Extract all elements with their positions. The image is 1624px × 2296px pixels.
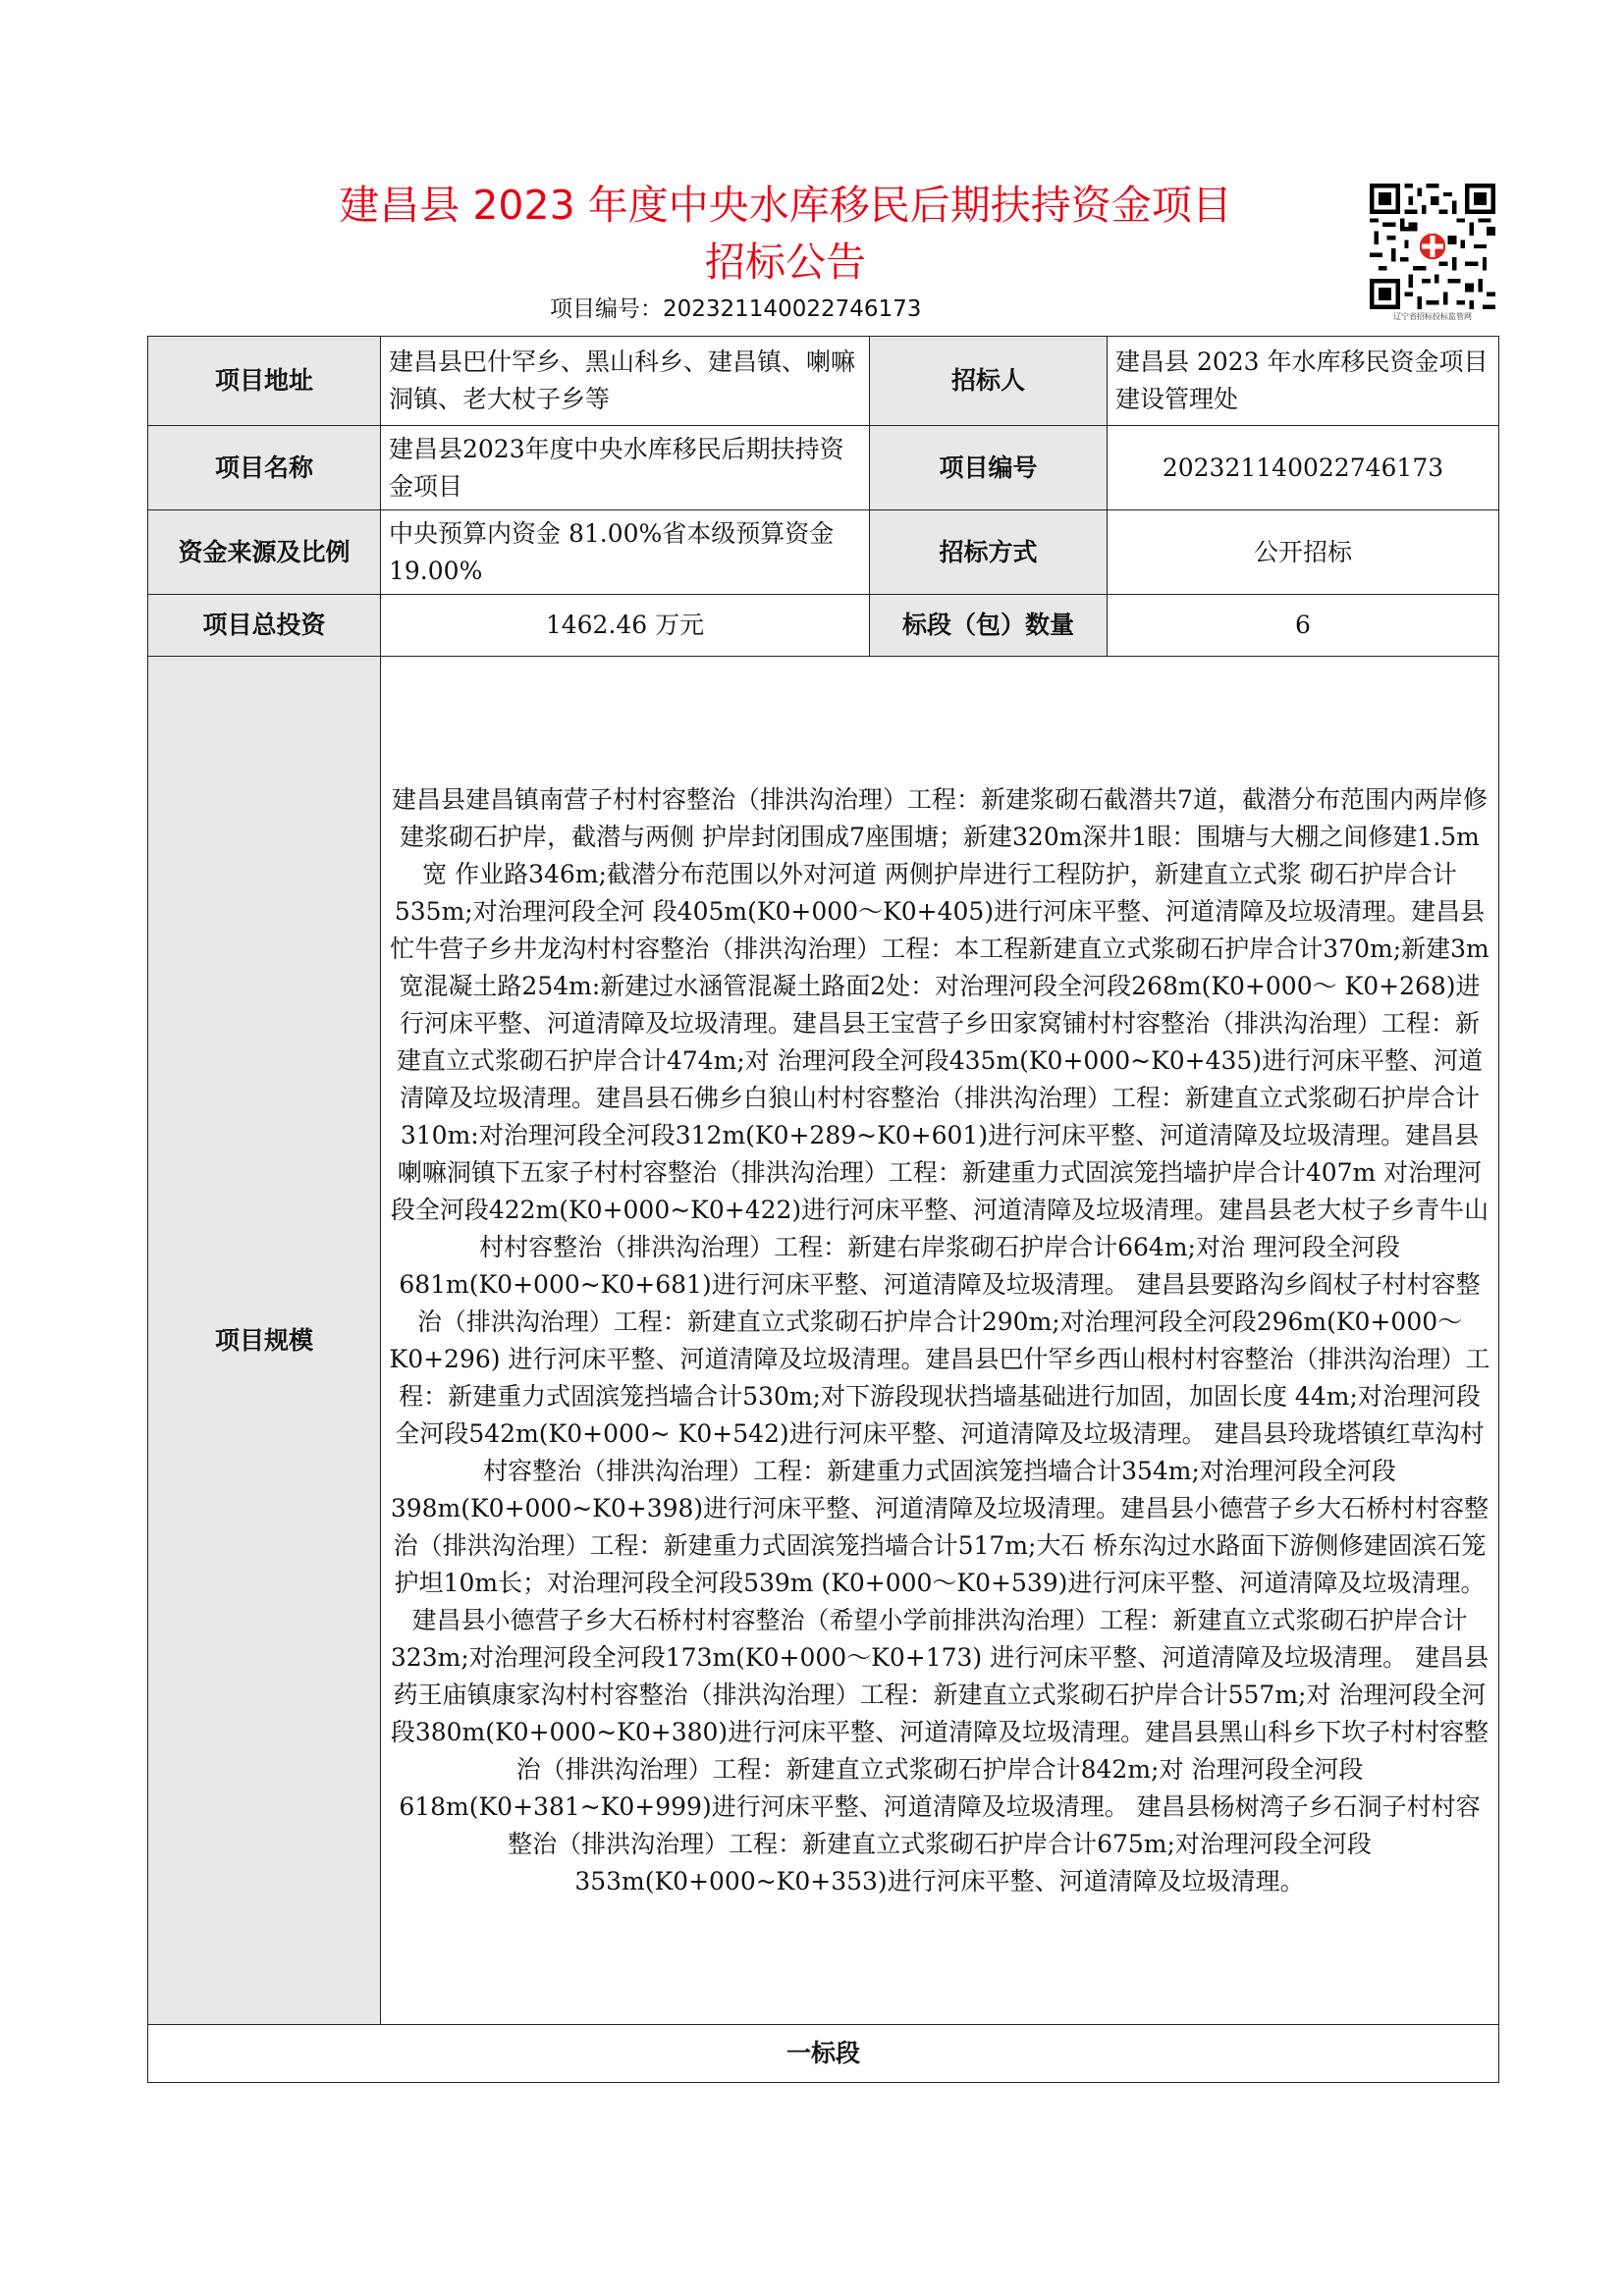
lots-label: 标段（包）数量 <box>870 595 1108 657</box>
tenderer-value: 建昌县 2023 年水库移民资金项目建设管理处 <box>1108 337 1499 426</box>
project-number-value: 202321140022746173 <box>1108 426 1499 510</box>
funding-label: 资金来源及比例 <box>148 510 381 595</box>
address-label: 项目地址 <box>148 337 381 426</box>
table-row <box>148 337 1499 426</box>
table-row <box>148 426 1499 510</box>
tender-method-value: 公开招标 <box>1108 510 1499 595</box>
investment-value: 1462.46 万元 <box>381 595 870 657</box>
address-value: 建昌县巴什罕乡、黑山科乡、建昌镇、喇嘛洞镇、老大杖子乡等 <box>381 337 870 426</box>
section-heading: 一标段 <box>148 2025 1499 2083</box>
tenderer-label: 招标人 <box>870 337 1108 426</box>
investment-label: 项目总投资 <box>148 595 381 657</box>
project-info-table <box>147 336 1499 2083</box>
title-line-1: 建昌县 2023 年度中央水库移民后期扶持资金项目 <box>339 182 1232 229</box>
table-row <box>148 595 1499 657</box>
funding-value: 中央预算内资金 81.00%省本级预算资金 19.00% <box>381 510 870 595</box>
table-row <box>148 657 1499 2025</box>
table-row <box>148 510 1499 595</box>
project-name-label: 项目名称 <box>148 426 381 510</box>
lots-value: 6 <box>1108 595 1499 657</box>
document-title <box>245 177 1326 291</box>
scale-value: 建昌县建昌镇南营子村村容整治（排洪沟治理）工程：新建浆砌石截潜共7道，截潜分布范围内两岸修建浆砌石护岸，截潜与两侧 护岸封闭围成7座围塘；新建320m深井1眼：围塘与大棚之间修建1.5m宽 作业路346m;截潜分布范围以外对河道 两侧护岸进行工程防护，新建直立式浆 砌石护岸合计535m;对治理河段全河 段405m(K0+000～K0+405)进行河床平整、河道清障及垃圾清理。建昌县忙牛营子乡井龙沟村村容整治（排洪沟治理）工程：本工程新建直立式浆砌石护岸合计370m;新建3m宽混凝土路254m:新建过水涵管混凝土路面2处：对治理河段全河段268m(K0+000～ K0+268)进行河床平整、河道清障及垃圾清理。建昌县王宝营子乡田家窝铺村村容整治（排洪沟治理）工程：新建直立式浆砌石护岸合计474m;对 治理河段全河段435m(K0+000~K0+435)进行河床平整、河道清障及垃圾清理。建昌县石佛乡白狼山村村容整治（排洪沟治理）工程：新建直立式浆砌石护岸合计310m:对治理河段全河段312m(K0+289~K0+601)进行河床平整、河道清障及垃圾清理。建昌县喇嘛洞镇下五家子村村容整治（排洪沟治理）工程：新建重力式固滨笼挡墙护岸合计407m 对治理河段全河段422m(K0+000~K0+422)进行河床平整、河道清障及垃圾清理。建昌县老大杖子乡青牛山村村容整治（排洪沟治理）工程：新建右岸浆砌石护岸合计664m;对治 理河段全河段681m(K0+000~K0+681)进行河床平整、河道清障及垃圾清理。 建昌县要路沟乡阎杖子村村容整治（排洪沟治理）工程：新建直立式浆砌石护岸合计290m;对治理河段全河段296m(K0+000～K0+296) 进行河床平整、河道清障及垃圾清理。建昌县巴什罕乡西山根村村容整治（排洪沟治理）工程：新建重力式固滨笼挡墙合计530m;对下游段现状挡墙基础进行加固，加固长度 44m;对治理河段全河段542m(K0+000~ K0+542)进行河床平整、河道清障及垃圾清理。 建昌县玲珑塔镇红草沟村村容整治（排洪沟治理）工程：新建重力式固滨笼挡墙合计354m;对治理河段全河段398m(K0+000~K0+398)进行河床平整、河道清障及垃圾清理。建昌县小德营子乡大石桥村村容整治（排洪沟治理）工程：新建重力式固滨笼挡墙合计517m;大石 桥东沟过水路面下游侧修建固滨石笼护坦10m长；对治理河段全河段539m (K0+000～K0+539)进行河床平整、河道清障及垃圾清理。建昌县小德营子乡大石桥村村容整治（希望小学前排洪沟治理）工程：新建直立式浆砌石护岸合计323m;对治理河段全河段173m(K0+000～K0+173) 进行河床平整、河道清障及垃圾清理。 建昌县药王庙镇康家沟村村容整治（排洪沟治理）工程：新建直立式浆砌石护岸合计557m;对 治理河段全河段380m(K0+000~K0+380)进行河床平整、河道清障及垃圾清理。建昌县黑山科乡下坎子村村容整治（排洪沟治理）工程：新建直立式浆砌石护岸合计842m;对 治理河段全河段618m(K0+381~K0+999)进行河床平整、河道清障及垃圾清理。 建昌县杨树湾子乡石洞子村村容整治（排洪沟治理）工程：新建直立式浆砌石护岸合计675m;对治理河段全河段353m(K0+000~K0+353)进行河床平整、河道清障及垃圾清理。 <box>381 657 1499 2025</box>
tender-method-label: 招标方式 <box>870 510 1108 595</box>
title-line-2: 招标公告 <box>705 239 866 286</box>
scale-label: 项目规模 <box>148 657 381 2025</box>
project-name-value: 建昌县2023年度中央水库移民后期扶持资金项目 <box>381 426 870 510</box>
table-row <box>148 2025 1499 2083</box>
qr-code-icon <box>1367 184 1498 309</box>
project-number-label: 项目编号 <box>870 426 1108 510</box>
qr-caption: 辽宁省招标投标监管网 <box>1393 312 1472 321</box>
project-number-line: 项目编号：202321140022746173 <box>550 296 922 322</box>
